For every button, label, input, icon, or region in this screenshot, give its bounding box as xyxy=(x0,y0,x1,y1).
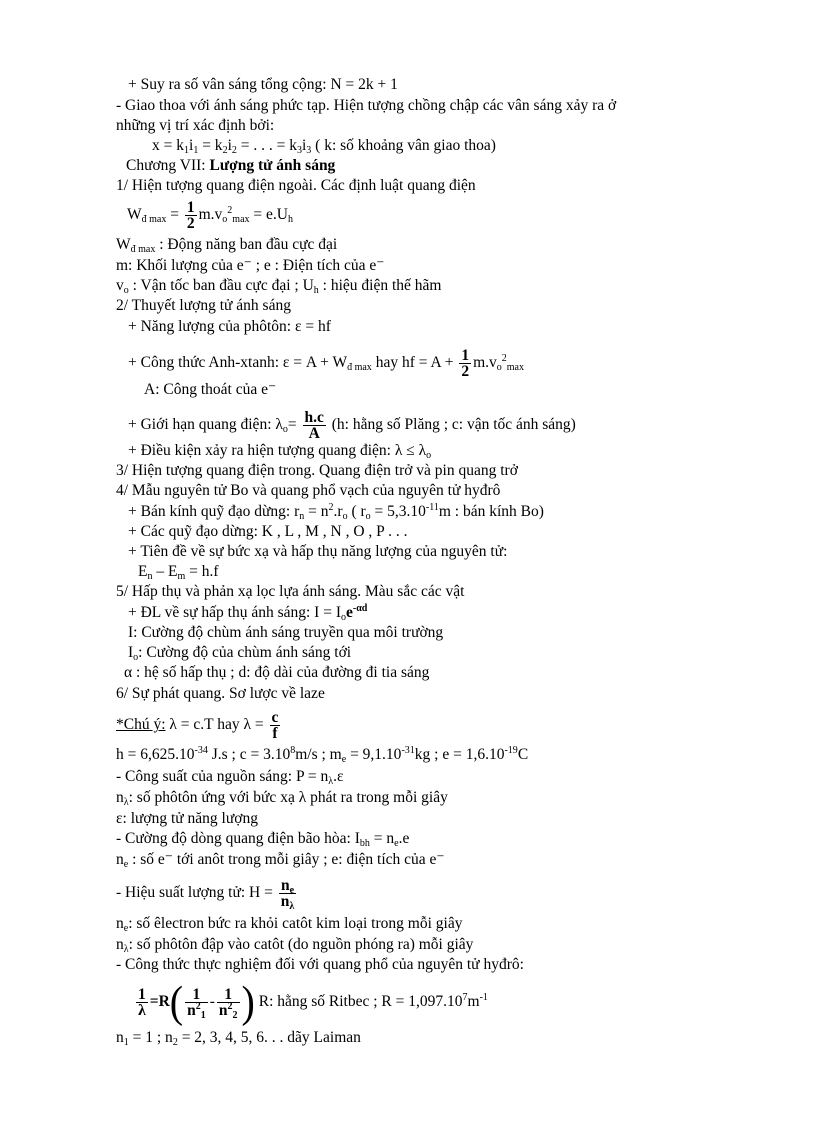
line-complex-light-interference: - Giao thoa với ánh sáng phức tạp. Hiện tượng chồng chập các vân sáng xảy ra ở xyxy=(116,97,617,114)
section-3-heading: 3/ Hiện tượng quang điện trong. Quang điện trở và pin quang trở xyxy=(116,462,518,479)
stationary-orbits: + Các quỹ đạo dừng: K , L , M , N , O , P . . . xyxy=(128,523,408,540)
absorption-law: + ĐL về sự hấp thụ ánh sáng: $I = I_oe^{-\alpha d}$ xyxy=(128,603,368,623)
physical-constants: $h = 6,625.10^{-34}$ J.s ; $c = 3.10^8m/s$ ; $m_e = 9,1.10^{-31}kg$ ; $e = 1,6.10^{-19}C$ xyxy=(116,745,529,765)
bohr-radius: + Bán kính quỹ đạo dừng: $r_n = n^2.r_o$ ( $r_o = 5,3.10^{-11}m$ : bán kính Bo) xyxy=(128,502,544,522)
photon-energy: + Năng lượng của phôtôn: ε = hf xyxy=(128,318,331,335)
einstein-formula: + Công thức Anh-xtanh: $\varepsilon = A + W_{đ max}$ hay hf = A + $\frac{1}{2}$ $m.v_o^2_{max}$ xyxy=(128,347,524,380)
energy-transition: $E_n - E_m = h.f$ xyxy=(138,563,219,582)
rydberg-formula: $\frac{1}{\lambda}$ =R( $\frac{1}{n^2_1}$ - $\frac{1}{n^2_2}$ ) R: hằng số Ritbec ; $R = 1,097.10^7m^{-1}$ xyxy=(138,977,488,1027)
chapter-heading: Chương VII: Lượng tử ánh sáng xyxy=(126,157,336,174)
def-mass-charge: m: Khối lượng của e⁻ ; e : Điện tích của e⁻ xyxy=(116,257,385,274)
def-incident-intensity: $I_o$: Cường độ của chùm ánh sáng tới xyxy=(128,644,352,663)
quantum-efficiency: - Hiệu suất lượng tử: H = $\frac{n_e}{n_\lambda}$ xyxy=(116,877,295,912)
section-5-heading: 5/ Hấp thụ và phản xạ lọc lựa ánh sáng. Màu sắc các vật xyxy=(116,583,465,600)
photoelectric-threshold: + Giới hạn quang điện: $\lambda_o=$ $\frac{h.c}{A}$ (h: hằng số Plăng ; c: vận tốc ánh sáng) xyxy=(128,409,576,442)
formula-coincident-fringes: $x = k_1i_1 = k_2i_2$ = . . . = $k_3i_3$ ( k: số khoảng vân giao thoa) xyxy=(152,137,496,156)
source-power: - Công suất của nguồn sáng: $P = n_\lambda.\varepsilon$ xyxy=(116,768,344,787)
note-wavelength: *Chú ý: λ = c.T hay λ = $\frac{c}{f}$ xyxy=(116,709,279,742)
def-electron-count: $n_e$ : số e⁻ tới anôt trong mỗi giây ; e: điện tích của e⁻ xyxy=(116,851,445,870)
formula-max-kinetic-energy: $W_{đ max}$ = $\frac{1}{2}$ $m.v_o^2_{max} = e.U_h$ xyxy=(127,199,293,232)
lyman-series: $n_1 = 1$ ; $n_2 = 2$, 3, 4, 5, 6. . . dãy Laiman xyxy=(116,1029,361,1048)
bohr-postulate: + Tiên đề về sự bức xạ và hấp thụ năng lượng của nguyên tử: xyxy=(128,543,508,560)
saturation-current: - Cường độ dòng quang điện bão hòa: $I_{bh} = n_e.e$ xyxy=(116,830,410,849)
def-photon-count: $n_\lambda$: số phôtôn ứng với bức xạ λ phát ra trong mỗi giây xyxy=(116,789,448,808)
rydberg-intro: - Công thức thực nghiệm đối với quang phổ của nguyên tử hyđrô: xyxy=(116,956,524,973)
line-positions-determined: những vị trí xác định bởi: xyxy=(116,117,275,134)
line-total-bright-fringes: + Suy ra số vân sáng tổng cộng: N = 2k + 1 xyxy=(128,76,398,93)
section-4-heading: 4/ Mẫu nguyên tử Bo và quang phổ vạch của nguyên tử hyđrô xyxy=(116,482,501,499)
def-transmitted-intensity: I: Cường độ chùm ánh sáng truyền qua môi trường xyxy=(128,624,444,641)
def-energy-quantum: ε: lượng tử năng lượng xyxy=(116,810,258,827)
def-kinetic-energy: $W_{đ max}$ : Động năng ban đầu cực đại xyxy=(116,236,338,255)
def-work-function: A: Công thoát của e⁻ xyxy=(144,381,277,398)
def-incident-photons: $n_\lambda$: số phôtôn đập vào catôt (do nguồn phóng ra) mỗi giây xyxy=(116,936,474,955)
section-1-heading: 1/ Hiện tượng quang điện ngoài. Các định luật quang điện xyxy=(116,177,476,194)
section-6-heading: 6/ Sự phát quang. Sơ lược về laze xyxy=(116,685,325,702)
photoelectric-condition: + Điều kiện xảy ra hiện tượng quang điện: $\lambda \le \lambda_o$ xyxy=(128,442,432,461)
def-emitted-electrons: $n_e$: số êlectron bức ra khỏi catôt kim loại trong mỗi giây xyxy=(116,915,463,934)
section-2-heading: 2/ Thuyết lượng tử ánh sáng xyxy=(116,297,291,314)
def-absorption-coefficient: α : hệ số hấp thụ ; d: độ dài của đường đi tia sáng xyxy=(124,664,430,681)
def-velocity-voltage: $v_o$ : Vận tốc ban đầu cực đại ; $U_h$ : hiệu điện thế hãm xyxy=(116,277,442,296)
